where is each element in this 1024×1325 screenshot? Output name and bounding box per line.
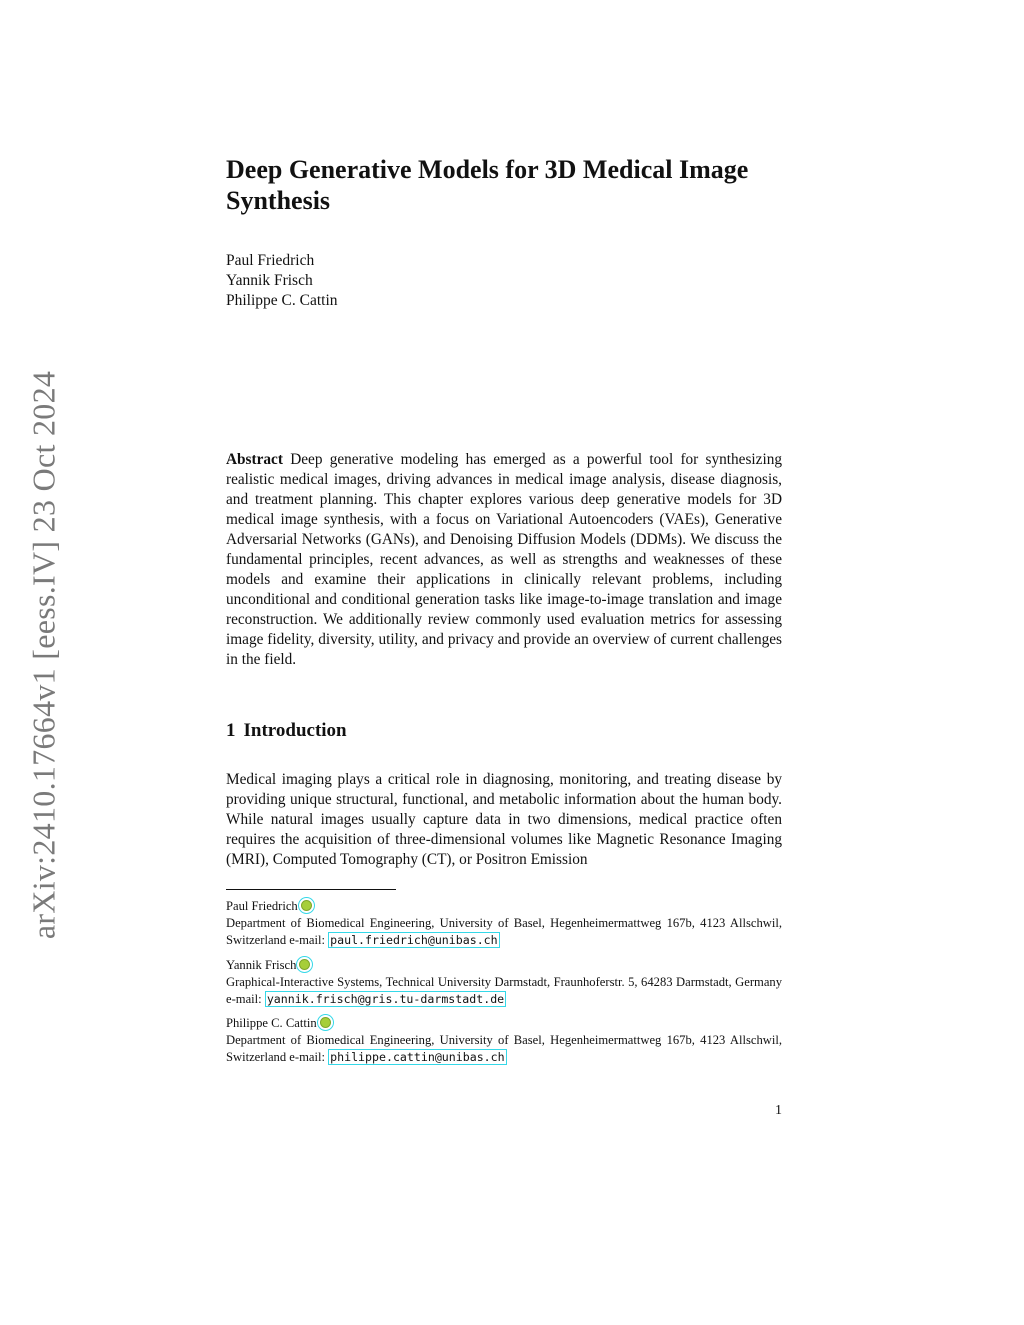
email-link[interactable]: yannik.frisch@gris.tu-darmstadt.de <box>266 992 505 1006</box>
abstract-label: Abstract <box>226 451 283 468</box>
email-link[interactable]: philippe.cattin@unibas.ch <box>330 1050 505 1064</box>
email-link[interactable]: paul.friedrich@unibas.ch <box>330 933 498 947</box>
affiliation-address <box>226 1032 782 1066</box>
author-name: Yannik Frisch <box>226 272 313 289</box>
author-affiliation <box>226 1015 782 1066</box>
author-affiliation <box>226 898 782 949</box>
section-number: 1 <box>226 720 236 741</box>
author-affiliation <box>226 957 782 1008</box>
affiliation-name-line <box>226 1015 782 1032</box>
introduction-paragraph: Medical imaging plays a critical role in diagnosing, monitoring, and treating disease by providing unique structural, functional, and metabolic information about the human body. While natural images usually capture data in two dimensions, medical practice often requires the acquisition of three-dimensional volumes like Magnetic Resonance Imaging (MRI), Computed Tomography (CT), or Positron Emission <box>226 771 782 868</box>
abstract-text: Deep generative modeling has emerged as a powerful tool for synthesizing realistic medical images, driving advances in medical image analysis, disease diagnosis, and treatment planning. This chapter explores various deep generative models for 3D medical image synthesis, with a focus on Variational Autoencoders (VAEs), Generative Adversarial Networks (GANs), and Denoising Diffusion Models (DDMs). We discuss the fundamental principles, recent advances, as well as strengths and weaknesses of these models and examine their applications in clinically relevant problems, including unconditional and conditional generation tasks like image-to-image translation and image reconstruction. We additionally review commonly used evaluation metrics for assessing image fidelity, diversity, utility, and privacy and provide an overview of current challenges in the field. <box>226 451 782 668</box>
affiliation-author-name: Philippe C. Cattin <box>226 1016 317 1030</box>
affiliation-address-text: Graphical-Interactive Systems, Technical University Darmstadt, Fraunhoferstr. 5, 64283 Darmstadt, Germany e-mail: <box>226 975 782 1006</box>
affiliation-name-line <box>226 898 782 915</box>
page-number: 1 <box>775 1103 782 1118</box>
author-list <box>226 251 338 311</box>
affiliation-address <box>226 915 782 949</box>
orcid-icon[interactable] <box>299 959 310 970</box>
orcid-icon[interactable] <box>301 900 312 911</box>
author-name: Philippe C. Cattin <box>226 292 338 309</box>
affiliation-name-line <box>226 957 782 974</box>
affiliation-address-text: Department of Biomedical Engineering, University of Basel, Hegenheimermattweg 167b, 4123 Allschwil, Switzerland e-mail: <box>226 916 782 947</box>
affiliation-address <box>226 974 782 1008</box>
arxiv-identifier: arXiv:2410.17664v1 [eess.IV] 23 Oct 2024 <box>25 370 62 940</box>
orcid-icon[interactable] <box>320 1017 331 1028</box>
author-name: Paul Friedrich <box>226 252 315 269</box>
affiliation-author-name: Yannik Frisch <box>226 958 297 972</box>
affiliation-address-text: Department of Biomedical Engineering, University of Basel, Hegenheimermattweg 167b, 4123 Allschwil, Switzerland e-mail: <box>226 1033 782 1064</box>
footnote-divider <box>226 889 396 890</box>
affiliation-author-name: Paul Friedrich <box>226 899 298 913</box>
abstract <box>226 450 782 670</box>
paper-title: Deep Generative Models for 3D Medical Image Synthesis <box>226 155 749 215</box>
section-heading <box>226 720 347 742</box>
section-title: Introduction <box>243 720 347 741</box>
